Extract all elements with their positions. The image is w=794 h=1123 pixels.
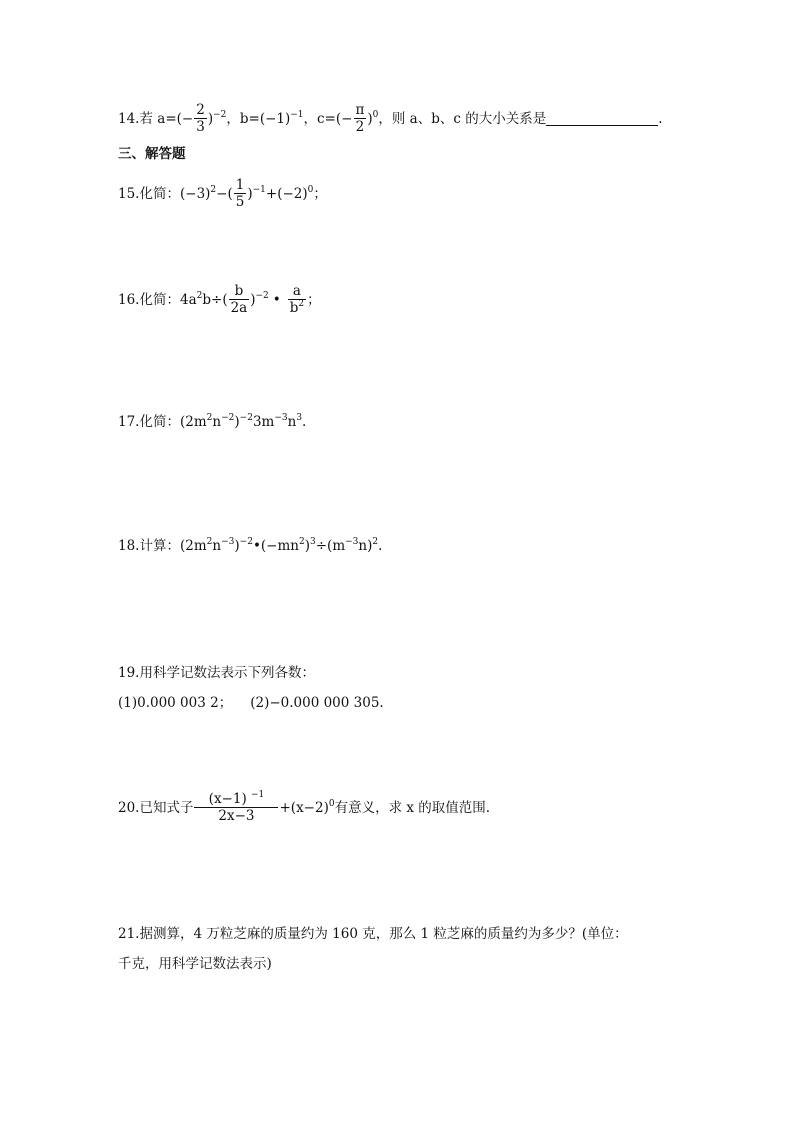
question-number: 17. — [118, 414, 140, 430]
question-15: 15.化简：$(-3)^2-$( $\frac{1}{5}$ )$^{-1}+(-2)^0$； — [118, 177, 327, 210]
question-number: 20. — [118, 800, 140, 816]
subitem-2: (2)−0.000 000 305. — [250, 695, 384, 711]
question-16: 16.化简：$4a^2b\div$( $\frac{b}{2a}$ )$^{-2}$ • $\frac{a}{b^2}$ ； — [118, 283, 321, 316]
question-21: 21.据测算，4 万粒芝麻的质量约为 160 克，那么 1 粒芝麻的质量约为多少？(单位： — [118, 926, 628, 942]
fraction-b-over-2a: $\frac{b}{2a}$ — [230, 283, 248, 316]
question-number: 14. — [118, 111, 140, 127]
section-title: 三、解答题 — [118, 146, 186, 162]
fraction-pi-over-two: $\frac{\pi}{2}$ — [355, 102, 365, 135]
fraction-two-thirds: $\frac{2}{3}$ — [196, 102, 205, 135]
question-21-continued: 千克，用科学记数法表示) — [118, 956, 272, 972]
question-number: 15. — [118, 186, 140, 202]
question-number: 18. — [118, 538, 140, 554]
question-number: 16. — [118, 292, 140, 308]
fraction-one-fifth: $\frac{1}{5}$ — [235, 177, 245, 210]
answer-blank[interactable] — [546, 111, 658, 126]
question-20: 20.已知式子 $\frac{(x-1) ^{-1}}{2x-3}$ $+(x-2)^0$有意义，求 x 的取值范围. — [118, 790, 491, 824]
question-17: 17.化简：$(2m^2n^{-2})^{-2}3m^{-3}n^3$. — [118, 413, 307, 430]
question-number: 19. — [118, 665, 140, 681]
question-14: 14.若 a=(− $\frac{2}{3}$ )$^{-2}$，$b=(-1)^{-1}$，c=(− $\frac{\pi}{2}$ )$^0$，则 a、b、c 的大小关系是 . — [118, 102, 663, 135]
question-number: 21. — [118, 926, 140, 942]
fraction-a-over-b-squared: $\frac{a}{b^2}$ — [289, 283, 305, 316]
fraction-expression: $\frac{(x-1) ^{-1}}{2x-3}$ — [194, 791, 278, 824]
question-19-subitems — [118, 693, 384, 713]
question-19: 19.用科学记数法表示下列各数： — [118, 665, 315, 681]
subitem-1: (1)0.000 003 2； — [118, 695, 233, 711]
question-18: 18.计算：$(2m^2n^{-3})^{-2}•(-mn^2)^3\div(m^{-3}n)^2$. — [118, 537, 383, 554]
